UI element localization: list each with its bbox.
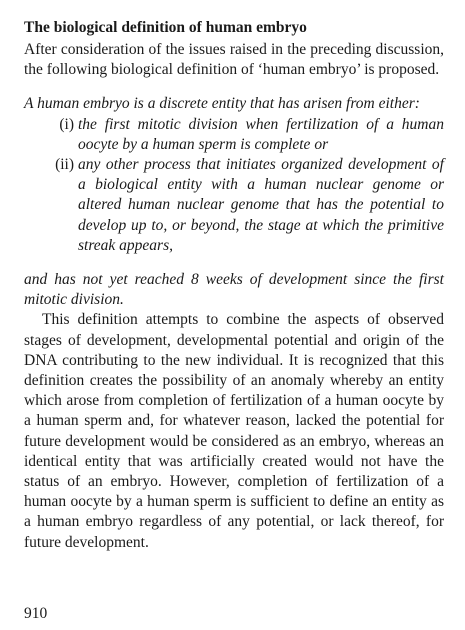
definition-block [24,94,444,310]
item-number: (ii) [55,156,74,174]
item-text: any other process that initiates organized development of a biological entity with a human nuclear genome or altered human nuclear genome that has the potential to develop up to, or beyond, the stage at which the primitive streak appears, [78,156,444,254]
definition-lead: A human embryo is a discrete entity that has arisen from either: [24,95,420,113]
definition-tail: and has not yet reached 8 weeks of development since the first mitotic division. [24,271,444,309]
section-heading: The biological definition of human embryo [24,19,307,36]
definition-list [24,115,444,256]
item-text: the first mitotic division when fertilization of a human oocyte by a human sperm is complete or [78,115,444,153]
item-number: (i) [59,115,74,133]
page-content [24,18,444,553]
body-paragraph: This definition attempts to combine the aspects of observed stages of development, developmental potential and origin of the DNA contributing to the new individual. It is recognized that this definition creates the possibility of an anomaly whereby an entity which arose from completion of fertilization of a human oocyte by a human sperm and, for whatever reason, lacked the potential for future development would be considered as an embryo, whereas an identical entity that was artificially created would not have the status of an embryo. However, completion of fertilization of a human oocyte by a human sperm is sufficient to define an entity as a human embryo regardless of any potential, or lack thereof, for future development. [24,311,444,551]
definition-item [24,155,444,256]
intro-paragraph: After consideration of the issues raised in the preceding discussion, the following biological definition of ‘human embryo’ is proposed. [24,41,444,79]
definition-item [24,115,444,155]
page-number: 910 [24,605,48,622]
